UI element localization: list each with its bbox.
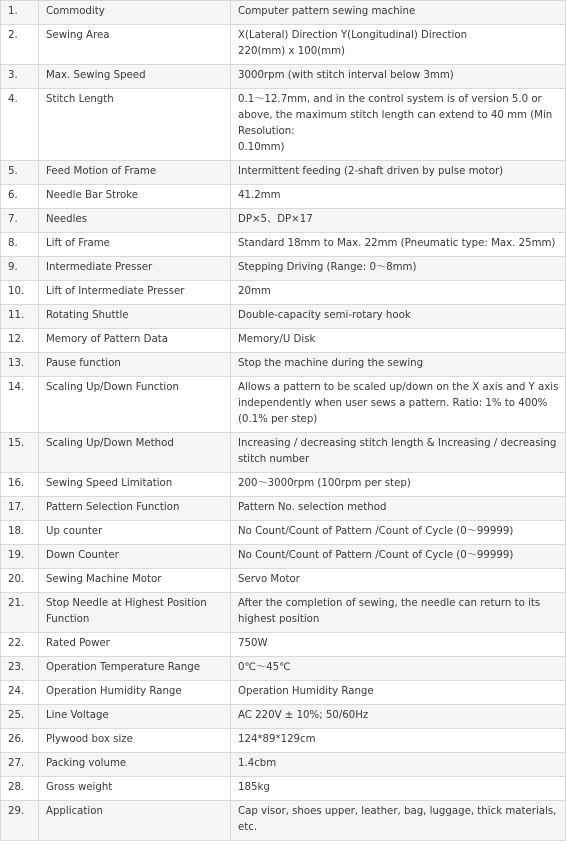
row-number: 22. [1, 633, 39, 657]
row-value: Cap visor, shoes upper, leather, bag, luggage, thick materials, etc. [231, 801, 566, 841]
row-number: 16. [1, 473, 39, 497]
row-value: Pattern No. selection method [231, 497, 566, 521]
row-value: Stepping Driving (Range: 0～8mm) [231, 257, 566, 281]
row-number: 13. [1, 353, 39, 377]
row-value: DP×5、DP×17 [231, 209, 566, 233]
row-name: Rotating Shuttle [39, 305, 231, 329]
row-number: 6. [1, 185, 39, 209]
table-row [1, 521, 566, 545]
row-name: Scaling Up/Down Method [39, 433, 231, 473]
table-row [1, 233, 566, 257]
table-row [1, 545, 566, 569]
row-value: Intermittent feeding (2-shaft driven by pulse motor) [231, 161, 566, 185]
row-name: Operation Temperature Range [39, 657, 231, 681]
row-value: X(Lateral) Direction Y(Longitudinal) Direction 220(mm) x 100(mm) [231, 25, 566, 65]
row-name: Stop Needle at Highest Position Function [39, 593, 231, 633]
row-name: Lift of Intermediate Presser [39, 281, 231, 305]
row-value: 124*89*129cm [231, 729, 566, 753]
row-number: 15. [1, 433, 39, 473]
row-name: Lift of Frame [39, 233, 231, 257]
row-value: Operation Humidity Range [231, 681, 566, 705]
row-name: Stitch Length [39, 89, 231, 161]
row-number: 9. [1, 257, 39, 281]
row-value: Memory/U Disk [231, 329, 566, 353]
table-row [1, 209, 566, 233]
row-number: 26. [1, 729, 39, 753]
row-number: 11. [1, 305, 39, 329]
row-number: 19. [1, 545, 39, 569]
table-row [1, 25, 566, 65]
row-value: Allows a pattern to be scaled up/down on the X axis and Y axis independently when user sews a pattern. Ratio: 1% to 400% (0.1% per step) [231, 377, 566, 433]
table-row [1, 777, 566, 801]
row-value: 41.2mm [231, 185, 566, 209]
row-number: 25. [1, 705, 39, 729]
row-number: 1. [1, 1, 39, 25]
row-number: 4. [1, 89, 39, 161]
row-value: Stop the machine during the sewing [231, 353, 566, 377]
row-name: Needle Bar Stroke [39, 185, 231, 209]
row-number: 24. [1, 681, 39, 705]
table-row [1, 593, 566, 633]
row-name: Gross weight [39, 777, 231, 801]
row-name: Line Voltage [39, 705, 231, 729]
row-name: Application [39, 801, 231, 841]
row-number: 3. [1, 65, 39, 89]
row-value: Computer pattern sewing machine [231, 1, 566, 25]
row-value: No Count/Count of Pattern /Count of Cycle (0～99999) [231, 521, 566, 545]
row-name: Packing volume [39, 753, 231, 777]
table-row [1, 65, 566, 89]
table-row [1, 705, 566, 729]
row-name: Pattern Selection Function [39, 497, 231, 521]
row-name: Needles [39, 209, 231, 233]
spec-table-body [1, 1, 566, 841]
row-name: Sewing Area [39, 25, 231, 65]
row-number: 17. [1, 497, 39, 521]
row-value: Servo Motor [231, 569, 566, 593]
row-number: 23. [1, 657, 39, 681]
row-number: 2. [1, 25, 39, 65]
row-name: Commodity [39, 1, 231, 25]
row-value: After the completion of sewing, the needle can return to its highest position [231, 593, 566, 633]
row-number: 27. [1, 753, 39, 777]
row-value: 1.4cbm [231, 753, 566, 777]
table-row [1, 185, 566, 209]
row-name: Operation Humidity Range [39, 681, 231, 705]
table-row [1, 305, 566, 329]
row-number: 5. [1, 161, 39, 185]
row-name: Up counter [39, 521, 231, 545]
row-number: 10. [1, 281, 39, 305]
row-number: 28. [1, 777, 39, 801]
row-value: 750W [231, 633, 566, 657]
row-name: Sewing Machine Motor [39, 569, 231, 593]
row-value: 20mm [231, 281, 566, 305]
table-row [1, 1, 566, 25]
table-row [1, 353, 566, 377]
row-value: 3000rpm (with stitch interval below 3mm) [231, 65, 566, 89]
table-row [1, 329, 566, 353]
row-value: Standard 18mm to Max. 22mm (Pneumatic type: Max. 25mm) [231, 233, 566, 257]
table-row [1, 257, 566, 281]
table-row [1, 433, 566, 473]
row-number: 8. [1, 233, 39, 257]
row-name: Intermediate Presser [39, 257, 231, 281]
row-number: 21. [1, 593, 39, 633]
table-row [1, 633, 566, 657]
table-row [1, 497, 566, 521]
table-row [1, 473, 566, 497]
row-name: Pause function [39, 353, 231, 377]
table-row [1, 569, 566, 593]
row-value: No Count/Count of Pattern /Count of Cycle (0～99999) [231, 545, 566, 569]
table-row [1, 281, 566, 305]
row-name: Rated Power [39, 633, 231, 657]
row-number: 29. [1, 801, 39, 841]
row-value: Double-capacity semi-rotary hook [231, 305, 566, 329]
row-number: 20. [1, 569, 39, 593]
table-row [1, 801, 566, 841]
row-value: 185kg [231, 777, 566, 801]
row-value: Increasing / decreasing stitch length & Increasing / decreasing stitch number [231, 433, 566, 473]
row-name: Plywood box size [39, 729, 231, 753]
table-row [1, 753, 566, 777]
row-name: Memory of Pattern Data [39, 329, 231, 353]
table-row [1, 657, 566, 681]
row-name: Sewing Speed Limitation [39, 473, 231, 497]
table-row [1, 377, 566, 433]
row-name: Down Counter [39, 545, 231, 569]
table-row [1, 89, 566, 161]
row-number: 12. [1, 329, 39, 353]
row-number: 7. [1, 209, 39, 233]
table-row [1, 729, 566, 753]
row-value: 0.1～12.7mm, and in the control system is of version 5.0 or above, the maximum stitch length can extend to 40 mm (Min Resolution: 0.10mm) [231, 89, 566, 161]
row-name: Scaling Up/Down Function [39, 377, 231, 433]
row-number: 14. [1, 377, 39, 433]
row-value: 0℃～45℃ [231, 657, 566, 681]
row-name: Max. Sewing Speed [39, 65, 231, 89]
row-value: AC 220V ± 10%; 50/60Hz [231, 705, 566, 729]
row-number: 18. [1, 521, 39, 545]
row-name: Feed Motion of Frame [39, 161, 231, 185]
table-row [1, 161, 566, 185]
table-row [1, 681, 566, 705]
row-value: 200～3000rpm (100rpm per step) [231, 473, 566, 497]
